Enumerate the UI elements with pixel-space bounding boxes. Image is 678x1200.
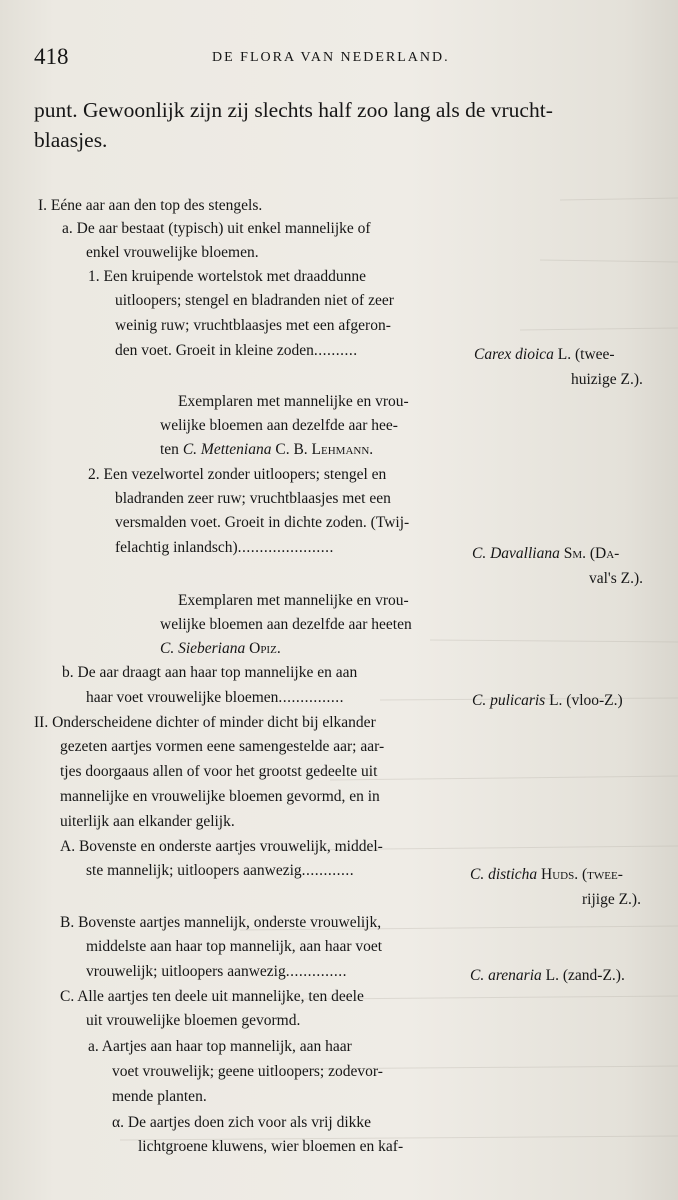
key-IICa-line-3: mende planten.	[112, 1088, 207, 1105]
key-II-line-3: tjes doorgaaus allen of voor het grootst gedeelte uit	[60, 763, 378, 780]
key-I2-line-2: bladranden zeer ruw; vruchtblaasjes met een	[115, 490, 391, 507]
note-1-line-3	[160, 441, 373, 459]
key-Ib-text: haar voet vrouwelijke bloemen	[86, 689, 279, 706]
species-name: C. Sieberiana	[160, 640, 246, 657]
key-IIC-line-1: C. Alle aartjes ten deele uit mannelijke, ten deele	[60, 988, 364, 1005]
species-name: Carex dioica	[474, 346, 554, 363]
leader-dots: ..............	[285, 963, 347, 980]
key-II-line-5: uiterlijk aan elkander gelijk.	[60, 813, 235, 830]
key-I-heading: I. Eéne aar aan den top des stengels.	[38, 197, 263, 214]
key-IICa-line-2: voet vrouwelijk; geene uitloopers; zodevor-	[112, 1063, 383, 1080]
key-Ib-line-2	[86, 689, 344, 707]
species-carex-disticha	[470, 866, 623, 884]
note-2-line-1: Exemplaren met mannelijke en vrou-	[178, 592, 409, 609]
key-I1-line-4	[115, 342, 358, 360]
key-II-line-1: II. Onderscheidene dichter of minder dicht bij elkander	[34, 714, 376, 731]
species-name: C. Metteniana	[182, 441, 272, 458]
species-author: Huds. (twee-	[541, 866, 623, 883]
species-author: Sm. (Da-	[563, 545, 620, 562]
species-author: L. (vloo-Z.)	[549, 692, 623, 709]
species-name: C. Davalliana	[472, 545, 560, 562]
intro-line-1: punt. Gewoonlijk zijn zij slechts half zoo lang als de vrucht-	[34, 98, 553, 122]
species-name: C. pulicaris	[472, 692, 546, 709]
key-IIB-text: vrouwelijk; uitloopers aanwezig	[86, 963, 286, 980]
species-common-name: val's Z.).	[589, 570, 644, 587]
key-I1-line-2: uitloopers; stengel en bladranden niet of zeer	[115, 292, 394, 309]
note-1-line-2: welijke bloemen aan dezelfde aar hee-	[160, 417, 398, 434]
species-carex-arenaria	[470, 967, 625, 985]
note-2-line-2: welijke bloemen aan dezelfde aar heeten	[160, 616, 412, 633]
key-IIB-line-3	[86, 963, 347, 981]
species-common-name: rijige Z.).	[582, 891, 641, 908]
key-IIA-line-1: A. Bovenste en onderste aartjes vrouwelijk, middel-	[60, 838, 383, 855]
species-author: L. (twee-	[557, 346, 615, 363]
key-IICalpha-line-2: lichtgroene kluwens, wier bloemen en kaf-	[138, 1138, 404, 1155]
species-carex-dioica	[474, 346, 615, 364]
key-Ia-line-1: a. De aar bestaat (typisch) uit enkel mannelijke of	[62, 220, 371, 237]
leader-dots: ...............	[278, 689, 345, 706]
leader-dots: ..........	[313, 342, 358, 359]
note-2-line-3	[160, 640, 281, 658]
species-author: C. B. Lehmann.	[275, 441, 374, 458]
page-number: 418	[34, 44, 69, 69]
key-IICalpha-line-1: α. De aartjes doen zich voor als vrij dikke	[112, 1114, 372, 1131]
key-I2-text: felachtig inlandsch)	[115, 539, 238, 556]
key-I1-line-3: weinig ruw; vruchtblaasjes met een afgeron-	[115, 317, 391, 334]
species-name: C. arenaria	[470, 967, 542, 984]
note-1-line-1: Exemplaren met mannelijke en vrou-	[178, 393, 409, 410]
key-IIC-line-2: uit vrouwelijke bloemen gevormd.	[86, 1012, 301, 1029]
key-Ia-line-2: enkel vrouwelijke bloemen.	[86, 244, 259, 261]
key-IIB-line-2: middelste aan haar top mannelijk, aan haar voet	[86, 938, 383, 955]
species-carex-pulicaris	[472, 692, 623, 710]
key-II-line-2: gezeten aartjes vormen eene samengestelde aar; aar-	[60, 738, 385, 755]
key-I1-line-1: 1. Een kruipende wortelstok met draaddunne	[88, 268, 367, 285]
key-I2-line-1: 2. Een vezelwortel zonder uitloopers; stengel en	[88, 466, 387, 483]
key-IIB-line-1: B. Bovenste aartjes mannelijk, onderste vrouwelijk,	[60, 914, 382, 931]
key-Ib-line-1: b. De aar draagt aan haar top mannelijke en aan	[62, 664, 358, 681]
key-I2-line-3: versmalden voet. Groeit in dichte zoden. (Twij-	[115, 514, 410, 531]
key-I2-line-4	[115, 539, 334, 557]
species-common-name: huizige Z.).	[571, 371, 643, 388]
key-IICa-line-1: a. Aartjes aan haar top mannelijk, aan haar	[88, 1038, 352, 1055]
leader-dots: ............	[301, 862, 355, 879]
species-author: L. (zand-Z.).	[545, 967, 625, 984]
species-author: Opiz.	[249, 640, 281, 657]
key-IIA-text: ste mannelijk; uitloopers aanwezig	[86, 862, 302, 879]
species-carex-davalliana	[472, 545, 619, 563]
note-1-text: ten	[160, 441, 179, 458]
leader-dots: ......................	[237, 539, 334, 556]
intro-line-2: blaasjes.	[34, 128, 108, 152]
key-II-line-4: mannelijke en vrouwelijke bloemen gevormd, en in	[60, 788, 380, 805]
running-title: DE FLORA VAN NEDERLAND.	[212, 50, 450, 65]
key-IIA-line-2	[86, 862, 354, 880]
species-name: C. disticha	[470, 866, 538, 883]
key-I1-text: den voet. Groeit in kleine zoden	[115, 342, 314, 359]
